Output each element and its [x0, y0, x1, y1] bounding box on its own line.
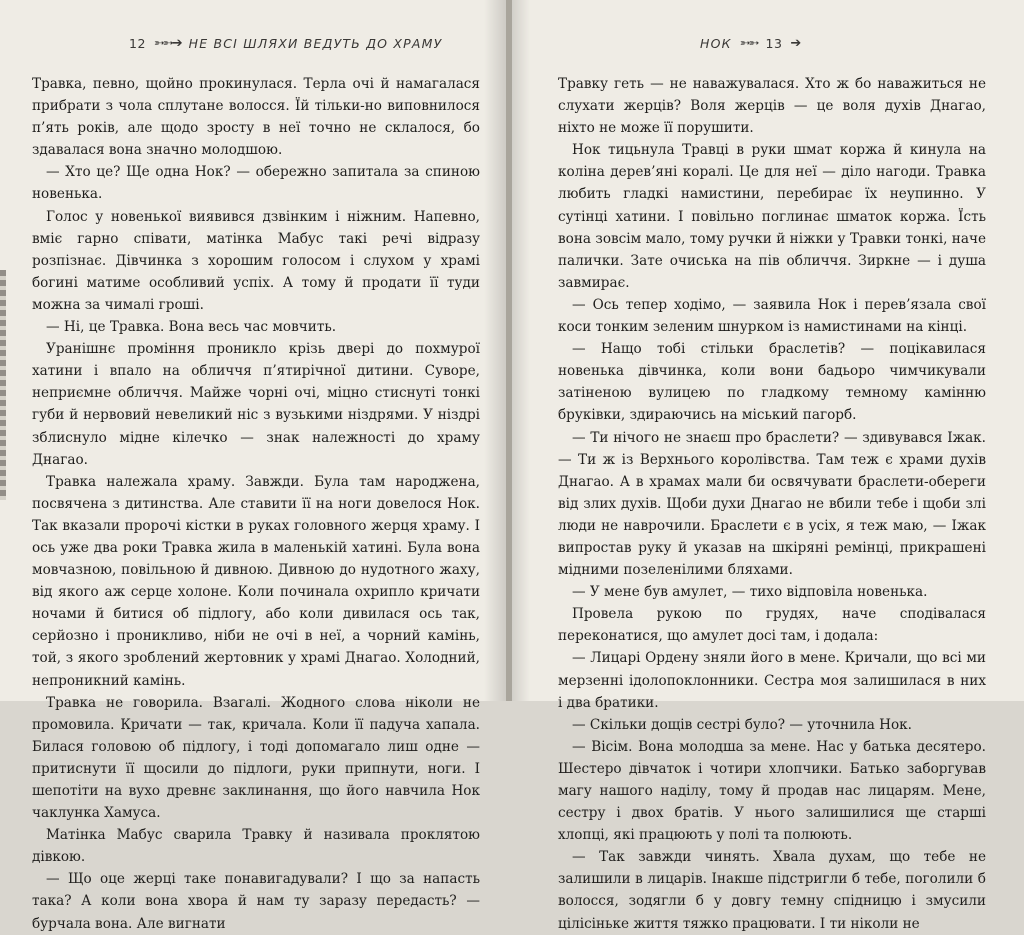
- paragraph: — Хто це? Ще одна Нок? — обережно запитала за спиною новенька.: [32, 164, 480, 203]
- paragraph: Нок тицьнула Травці в руки шмат коржа й кинула на коліна дерев’яні коралі. Це для неї — діло нагоди. Травка любить гладкі намистини, перебирає їх неупинно. У сутінці хатини. І повільно поглинає шматок коржа. Їсть вона зовсім мало, тому ручки й ніжки у Травки тонкі, наче палички. Зате очиська на пів обличчя. Зиркне — і душа завмирає.: [558, 142, 986, 291]
- gutter-shadow: [512, 0, 530, 701]
- paragraph: Голос у новенької виявився дзвінким і ніжним. Напевно, вміє гарно співати, матінка Мабус такі речі відразу розпізнає. Дівчинка з хорошим голосом і слухом у храмі богині матиме особливий успіх. А тому й продати її туди можна за чималі гроші.: [32, 208, 480, 313]
- right-page: [512, 0, 1024, 932]
- left-running-head: [129, 36, 442, 51]
- page-number: 13: [765, 36, 783, 51]
- left-page: [0, 0, 506, 932]
- paragraph: Матінка Мабус сварила Травку й називала проклятою дівкою.: [32, 827, 480, 866]
- right-page-body: [558, 73, 986, 935]
- gutter-shadow: [484, 0, 506, 701]
- page-edge-marks: [0, 270, 6, 500]
- paragraph: — Нащо тобі стільки браслетів? — поцікавилася новенька дівчинка, коли вони бадьоро чимчикували затіненою вулицею по гладкому темному камінню бруківки, здираючись на міський пагорб.: [558, 341, 986, 424]
- paragraph: Уранішнє проміння проникло крізь двері до похмурої хатини і впало на обличчя п’ятирічної дитини. Суворе, неприємне обличчя. Майже чорні очі, міцно стиснуті тонкі губи й нервовий невеликий ніс з вузькими ніздрями. У ніздрі зблиснуло мідне кілечко — знак належності до храму Днагао.: [32, 341, 480, 468]
- paragraph: Травка не говорила. Взагалі. Жодного слова ніколи не промовила. Кричати — так, кричала. Коли її падуча хапала. Билася головою об підлогу, і тоді допомагало лиш одне — притиснути її щосили до підлоги, руки припнути, ноги. І шепотіти на вухо древнє заклинання, що його навчила Нок чаклунка Хамуса.: [32, 694, 480, 822]
- paragraph: — Скільки дощів сестрі було? — уточнила Нок.: [572, 716, 913, 733]
- paragraph: — Лицарі Ордену зняли його в мене. Кричали, що всі ми мерзенні ідолопоклонники. Сестра моя залишилася в них і два братики.: [558, 650, 986, 711]
- paragraph: — Ти нічого не знаєш про браслети? — здивувався Іжак. — Ти ж із Верхнього королівства. Там теж є храми духів Днагао. А в храмах мали би освячувати браслети-обереги від злих духів. Щоби духи Днагао не вбили тебе і щоби злі люди не наврочили. Браслети є в усіх, я теж маю, — Іжак випростав руку й указав на шкіряні ремінці, прикрашені мідними позеленілими бляхами.: [558, 429, 986, 579]
- left-page-body: [32, 73, 480, 935]
- paragraph: — Що оце жерці таке понавигадували? І що за напасть така? А коли вона хвора й нам ту заразу передасть? — бурчала вона. Але вигнати: [32, 871, 480, 932]
- paragraph: — Так завжди чинять. Хвала духам, що тебе не залишили в лицарів. Інакше підстригли б тебе, поголили б волосся, зодягли б у довгу темну спідницю і змусили цілісіньке життя тяжко працювати. І ти ніколи не: [558, 849, 986, 932]
- paragraph: — Ось тепер ходімо, — заявила Нок і перев’язала свої коси тонким зеленим шнурком із намистинами на кінці.: [558, 296, 986, 336]
- paragraph: Травка, певно, щойно прокинулася. Терла очі й намагалася прибрати з чола сплутане волосся. Їй тільки-но виповнилося п’ять років, але щодо зросту в неї точно не склалося, бо здавалася вона значно молодшою.: [32, 76, 480, 159]
- paragraph: Травку геть — не наважувалася. Хто ж бо наважиться не слухати жерців? Воля жерців — це воля духів Днагао, ніхто не може її порушити.: [558, 76, 986, 137]
- paragraph: — Вісім. Вона молодша за мене. Нас у батька десятеро. Шестеро дівчаток і чотири хлопчики. Батько заборгував магу нашого наділу, тому й продав нас лицарям. Мене, сестру і двох братів. У нього залишилися ще старші хлопці, які працюють у полі та полюють.: [558, 738, 986, 844]
- book-title: НЕ ВСІ ШЛЯХИ ВЕДУТЬ ДО ХРАМУ: [188, 36, 443, 51]
- paragraph: — У мене був амулет, — тихо відповіла новенька.: [572, 584, 928, 601]
- chapter-title: НОК: [700, 36, 732, 51]
- birds-ornament-icon: ➳➳: [739, 36, 758, 51]
- paragraph: Провела рукою по грудях, наче сподівалася переконатися, що амулет досі там, і додала:: [558, 606, 986, 645]
- paragraph: Травка належала храму. Завжди. Була там народжена, посвячена з дитинства. Але ставити її на ноги довелося Нок. Так вказали пророчі кістки в руках головного жерця храму. І ось уже два роки Травка жила в маленькій хатині. Була вона мовчазною, повільною й дивною. Дивною до нудотного жаху, від якого аж серце холоне. Коли починала охрипло кричати ночами й битися об підлогу, або коли дивилася ось так, серйозно і проникливо, ніби не очі в неї, а чорний камінь, той, з якого зроблений жертовник у храмі Днагао. Холодний, непроникний камінь.: [32, 473, 480, 689]
- birds-ornament-icon: ➳➳➔: [153, 36, 181, 51]
- arrow-ornament-icon: ➔: [790, 36, 800, 51]
- right-running-head: [700, 36, 799, 51]
- page-number: 12: [129, 36, 146, 51]
- paragraph: — Ні, це Травка. Вона весь час мовчить.: [46, 319, 337, 336]
